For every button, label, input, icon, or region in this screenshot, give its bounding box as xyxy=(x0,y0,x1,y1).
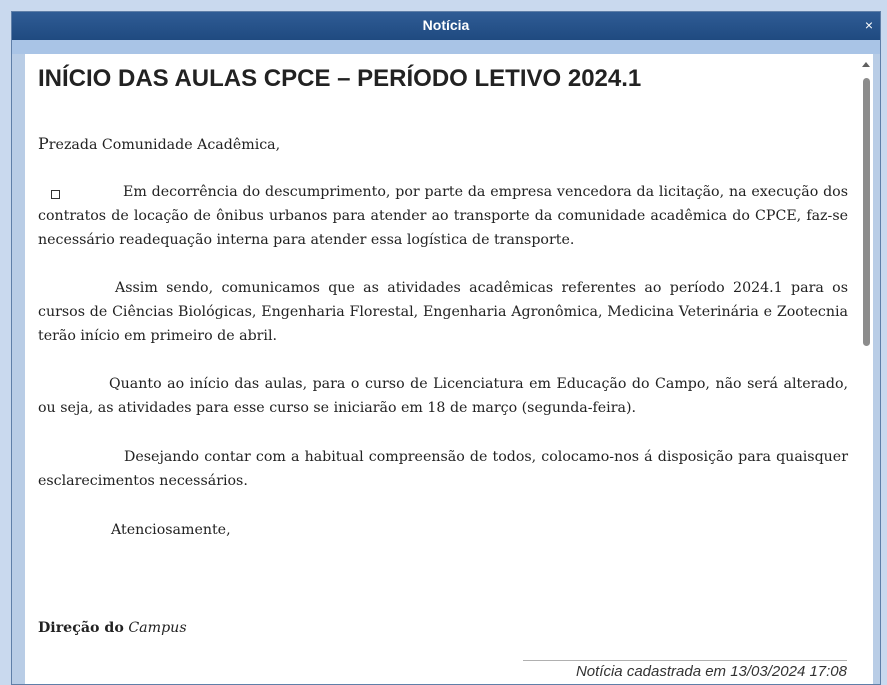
news-greeting xyxy=(38,132,848,157)
news-content xyxy=(25,54,855,684)
news-content-frame xyxy=(25,54,873,684)
news-signature xyxy=(38,616,187,640)
news-dialog xyxy=(11,11,881,685)
greeting-text: rezada Comunidade Acadêmica, xyxy=(48,137,281,153)
footer-divider xyxy=(523,660,847,661)
news-closing: Atenciosamente, xyxy=(111,522,231,538)
vertical-scrollbar[interactable] xyxy=(859,54,873,684)
signature-bold: Direção do xyxy=(38,620,124,636)
dialog-title: Notícia xyxy=(422,17,470,33)
news-paragraph-2: Assim sendo, comunicamos que as atividades acadêmicas referentes ao período 2024.1 para os cursos de Ciências Biológicas, Engenharia Florestal, Engenharia Agronômica, Medicina Veterinária e Zootecnia terão início em primeiro de abril. xyxy=(38,280,848,344)
dialog-header-strip xyxy=(12,40,880,54)
signature-italic: Campus xyxy=(128,620,187,636)
scrollbar-thumb[interactable] xyxy=(863,78,870,346)
news-paragraph-4: Desejando contar com a habitual compreensão de todos, colocamo-nos á disposição para quaisquer esclarecimentos necessários. xyxy=(38,449,848,489)
dialog-titlebar[interactable] xyxy=(12,12,880,40)
news-headline: INÍCIO DAS AULAS CPCE – PERÍODO LETIVO 2024.1 xyxy=(38,65,642,92)
news-paragraph-3: Quanto ao início das aulas, para o curso de Licenciatura em Educação do Campo, não será alterado, ou seja, as atividades para esse curso se iniciarão em 18 de março (segunda-feira). xyxy=(38,376,848,416)
news-registration-date: Notícia cadastrada em 13/03/2024 17:08 xyxy=(575,663,847,680)
greeting-initial: P xyxy=(38,134,49,153)
news-paragraph-1: Em decorrência do descumprimento, por parte da empresa vencedora da licitação, na execução dos contratos de locação de ônibus urbanos para atender ao transporte da comunidade acadêmica do CPCE, faz-se necessário readequação interna para atender essa logística de transporte. xyxy=(38,184,848,248)
close-icon[interactable]: × xyxy=(864,17,874,33)
scroll-up-arrow-icon[interactable] xyxy=(862,62,870,67)
